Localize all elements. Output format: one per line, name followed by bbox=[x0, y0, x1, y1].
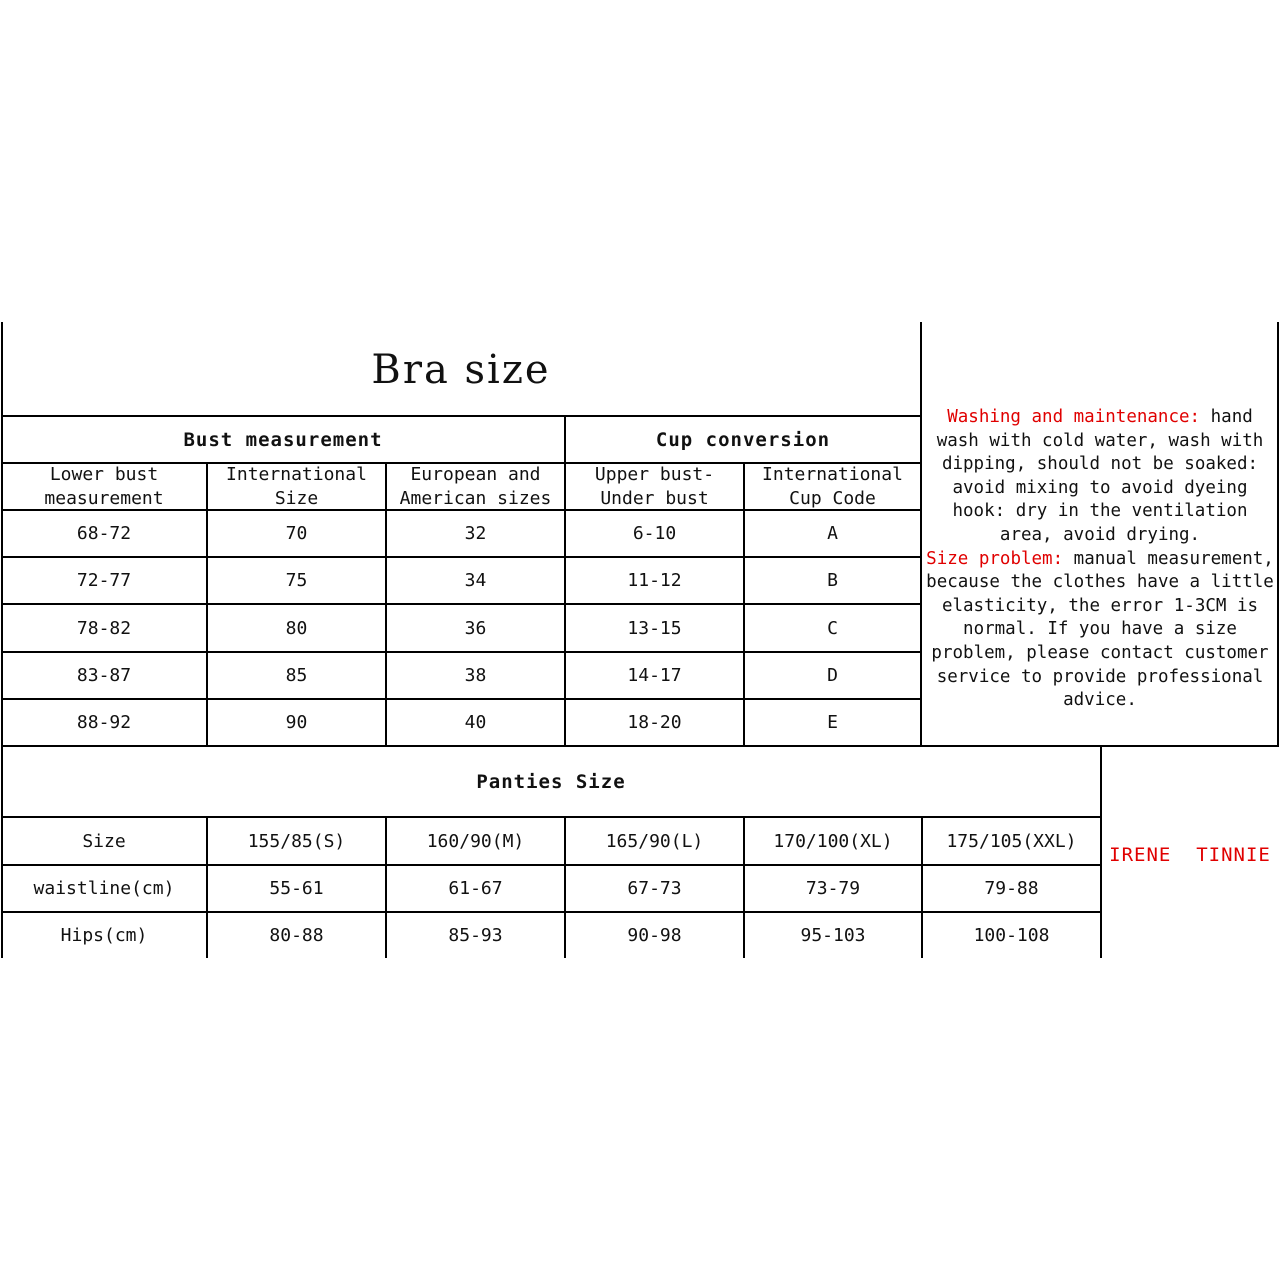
column-header-international-size: International Size bbox=[226, 464, 367, 509]
cup-conversion-group-header: Cup conversion bbox=[655, 429, 831, 451]
bra-table-cell: B bbox=[827, 570, 838, 591]
bra-table-cell: C bbox=[827, 617, 838, 639]
panties-table-cell: 165/90(L) bbox=[605, 830, 704, 852]
bra-table-cell: 78-82 bbox=[76, 617, 132, 639]
panties-table-cell: Size bbox=[82, 830, 126, 852]
bra-table-cell: 90 bbox=[285, 712, 308, 733]
bra-table-cell: 70 bbox=[285, 523, 308, 544]
panties-table-cell: 79-88 bbox=[984, 878, 1039, 899]
size-problem-label: Size problem: bbox=[926, 548, 1064, 569]
brand-name: IRENE TINNIE bbox=[1109, 843, 1271, 866]
column-header-cup-code: International Cup Code bbox=[762, 464, 903, 509]
panties-size-title: Panties Size bbox=[476, 771, 626, 793]
bra-table-cell: 75 bbox=[285, 570, 308, 591]
bra-table-cell: 85 bbox=[285, 665, 308, 686]
grid-line bbox=[1277, 322, 1279, 746]
bra-table-cell: 80 bbox=[285, 617, 308, 639]
panties-table-cell: 170/100(XL) bbox=[773, 830, 893, 852]
bra-table-cell: 14-17 bbox=[627, 665, 682, 686]
panties-table-cell: waistline(cm) bbox=[33, 878, 175, 899]
bra-table-cell: 36 bbox=[464, 617, 487, 639]
bra-table-cell: 40 bbox=[464, 712, 487, 733]
panties-table-cell: 160/90(M) bbox=[426, 830, 525, 852]
column-header-eu-us-size: European and American sizes bbox=[399, 464, 552, 509]
bra-table-cell: 18-20 bbox=[627, 712, 682, 733]
panties-table-cell: Hips(cm) bbox=[60, 925, 148, 946]
grid-line bbox=[920, 322, 922, 746]
bra-table-cell: 72-77 bbox=[76, 570, 132, 591]
panties-table-cell: 90-98 bbox=[627, 925, 682, 946]
bra-table-cell: 83-87 bbox=[76, 665, 132, 686]
bra-table-cell: 6-10 bbox=[632, 523, 677, 544]
bust-measurement-group-header: Bust measurement bbox=[183, 429, 383, 451]
column-header-upper-minus-under: Upper bust- Under bust bbox=[594, 464, 715, 509]
panties-table-cell: 55-61 bbox=[269, 878, 324, 899]
panties-table-cell: 85-93 bbox=[448, 925, 503, 946]
bra-table-cell: E bbox=[827, 712, 838, 733]
bra-table-cell: 34 bbox=[464, 570, 487, 591]
bra-table-cell: 13-15 bbox=[627, 617, 682, 639]
washing-text: hand wash with cold water, wash with dipping, should not be soaked: avoid mixing to avoid dyeing hook: dry in the ventilation area, avoid drying. bbox=[936, 407, 1264, 545]
bra-table-cell: 38 bbox=[464, 665, 487, 686]
care-and-size-notes bbox=[924, 406, 1276, 713]
bra-table-cell: 68-72 bbox=[76, 523, 132, 544]
panties-table-cell: 175/105(XXL) bbox=[946, 830, 1077, 852]
column-header-lower-bust: Lower bust measurement bbox=[44, 464, 164, 509]
panties-table-cell: 155/85(S) bbox=[247, 830, 346, 852]
panties-table-cell: 95-103 bbox=[800, 925, 866, 946]
panties-table-cell: 61-67 bbox=[448, 878, 503, 899]
bra-table-cell: 88-92 bbox=[76, 712, 132, 733]
panties-table-cell: 73-79 bbox=[805, 878, 861, 899]
panties-table-cell: 80-88 bbox=[269, 925, 324, 946]
bra-size-title: Bra size bbox=[371, 347, 551, 393]
bra-table-cell: 11-12 bbox=[627, 570, 682, 591]
size-problem-text: manual measurement, because the clothes have a little elasticity, the error 1-3CM is normal. If you have a size problem, please contact customer service to provide professional advice. bbox=[926, 548, 1274, 711]
panties-table-cell: 67-73 bbox=[627, 878, 682, 899]
bra-table-cell: A bbox=[827, 523, 838, 544]
bra-table-cell: 32 bbox=[464, 523, 487, 544]
panties-table-cell: 100-108 bbox=[973, 925, 1050, 946]
bra-table-cell: D bbox=[827, 665, 838, 686]
washing-label: Washing and maintenance: bbox=[947, 407, 1201, 427]
